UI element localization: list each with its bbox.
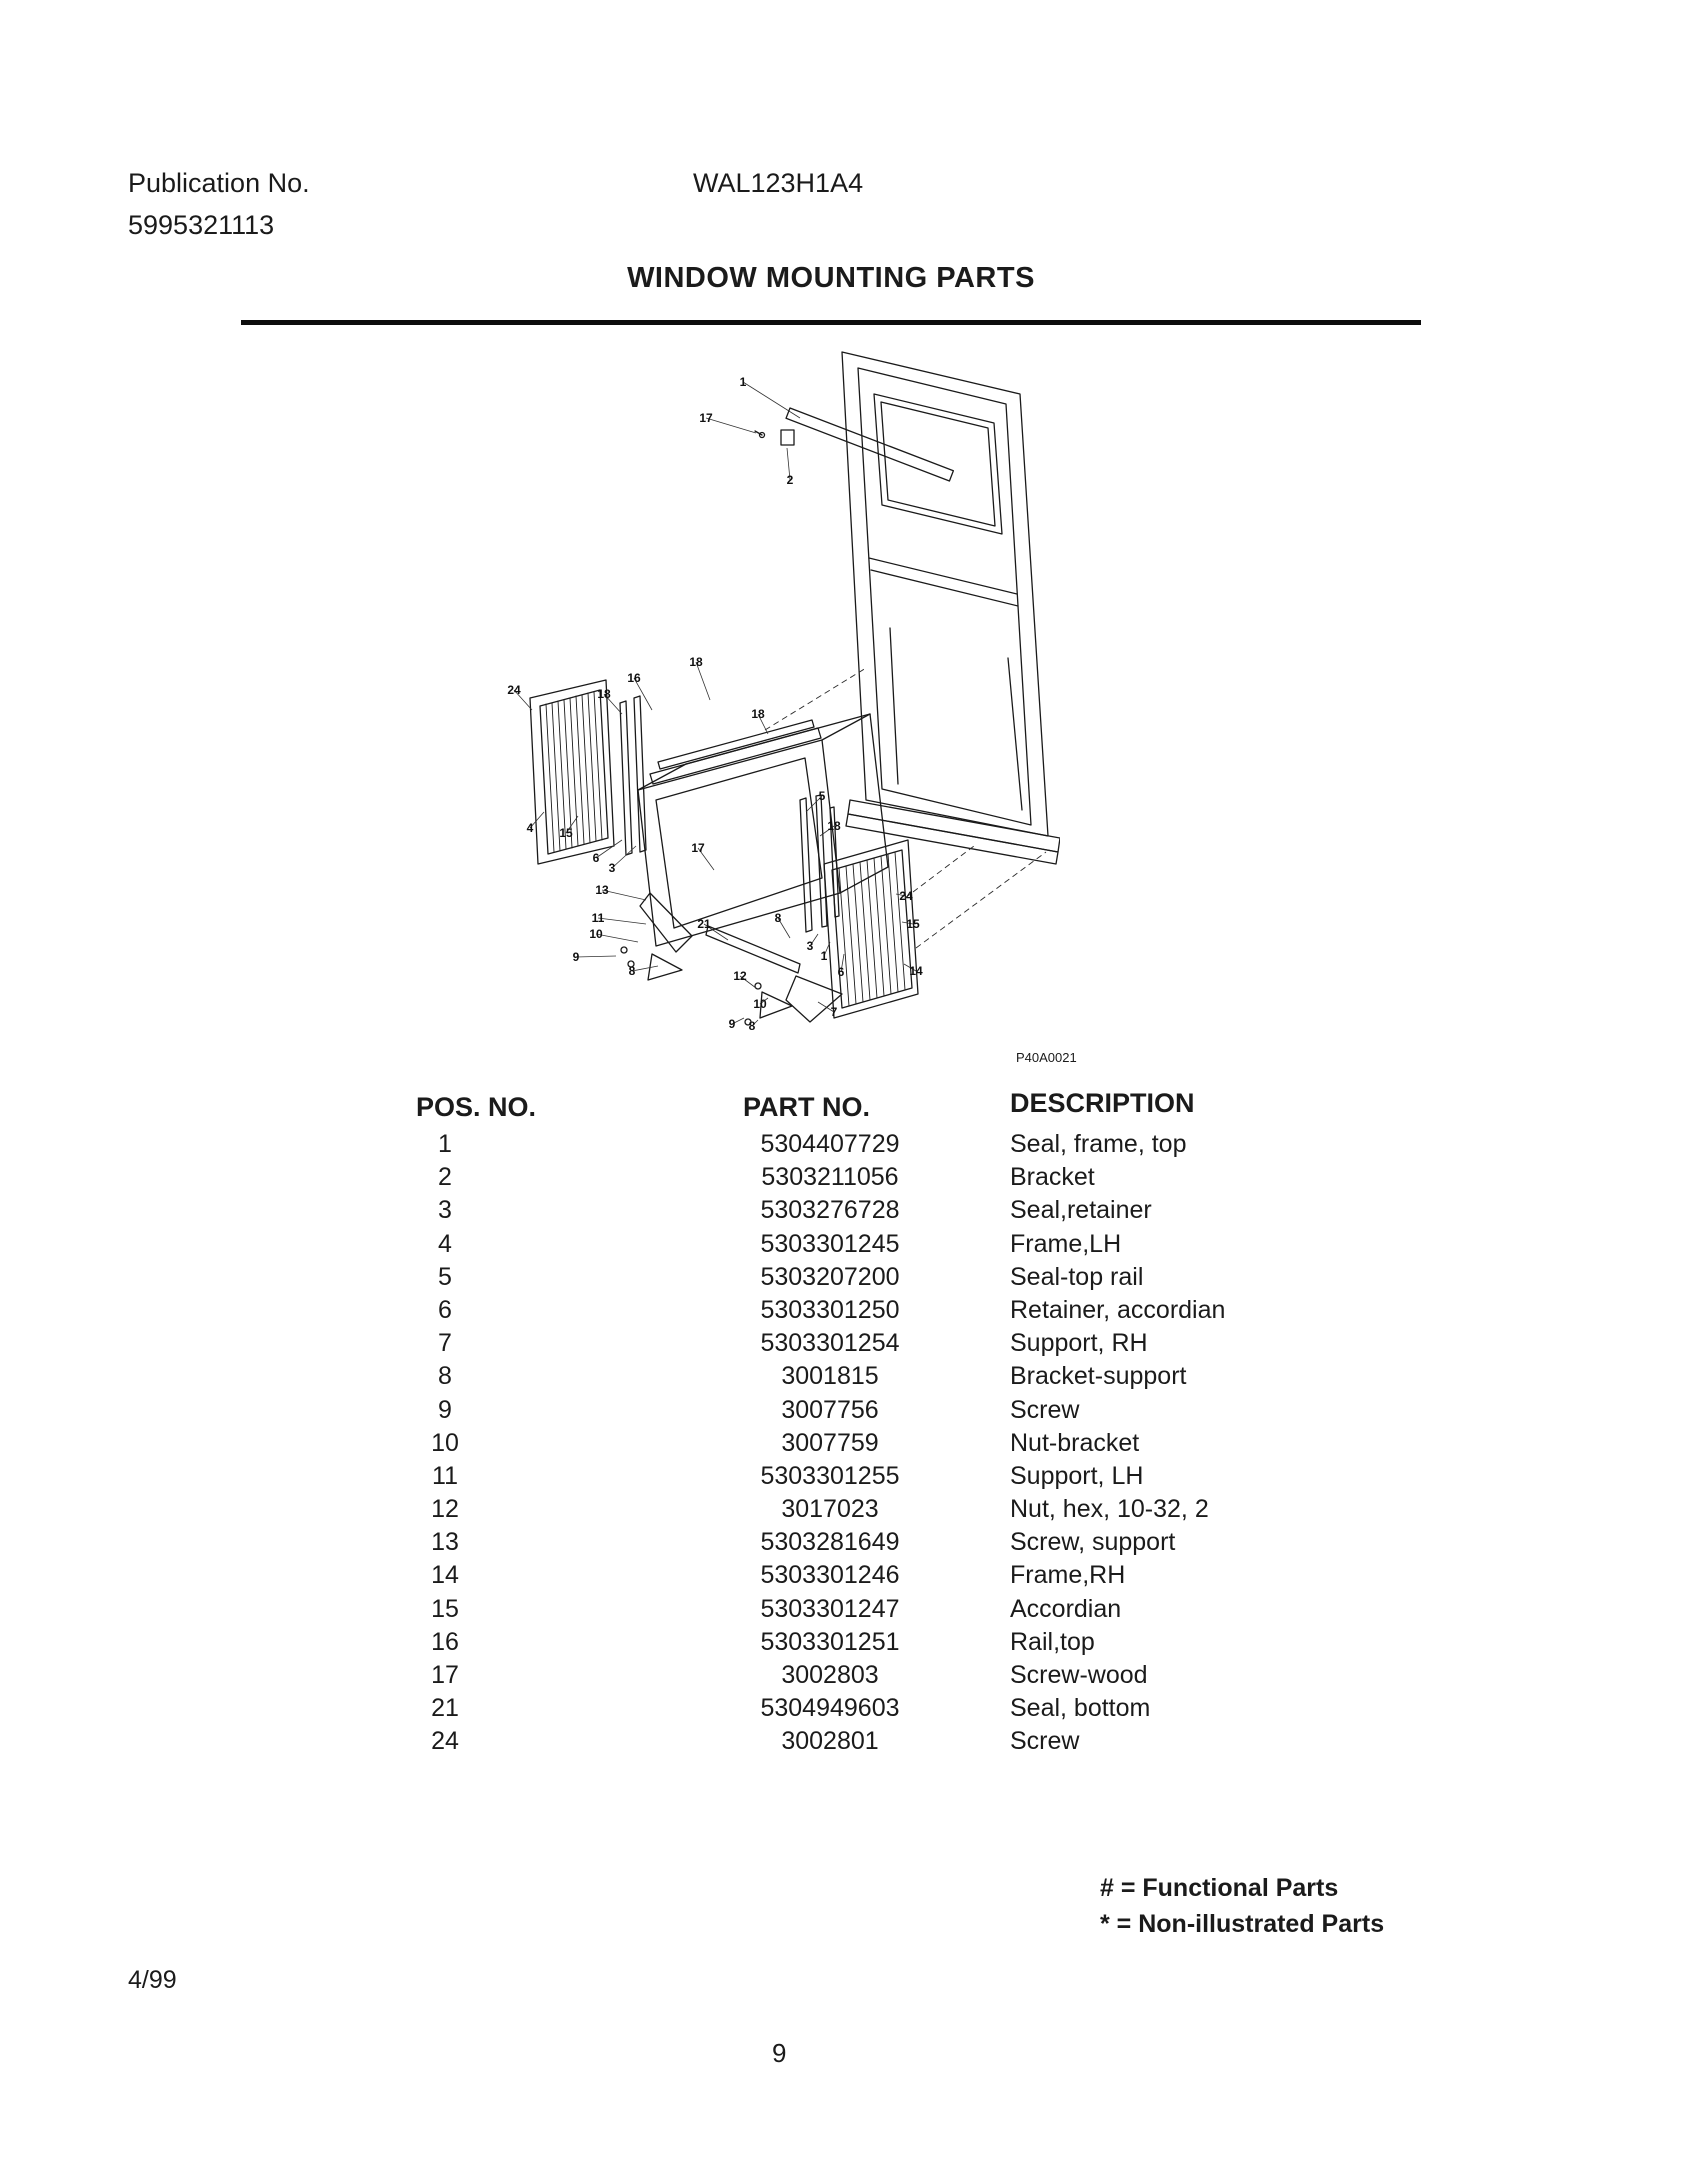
cell-part: 5303301250 — [760, 1295, 900, 1324]
cell-desc: Bracket-support — [1010, 1362, 1187, 1391]
leader-line — [612, 846, 636, 868]
cell-desc: Seal-top rail — [1010, 1262, 1144, 1291]
cell-part: 5303301251 — [760, 1627, 900, 1656]
parts-table-rows — [380, 1128, 1480, 1759]
support-brackets — [621, 893, 842, 1025]
callout-16: 16 — [627, 671, 641, 685]
callout-10: 10 — [753, 997, 767, 1011]
cell-pos: 5 — [438, 1262, 452, 1291]
cell-part: 5303207200 — [760, 1262, 900, 1291]
table-row — [380, 1692, 1480, 1725]
section-title: WINDOW MOUNTING PARTS — [627, 262, 1035, 294]
title-rule — [241, 320, 1421, 325]
callout-17: 17 — [699, 411, 713, 425]
cell-desc: Bracket — [1010, 1163, 1095, 1192]
cell-pos: 10 — [431, 1428, 459, 1457]
cell-pos: 11 — [432, 1461, 458, 1490]
cell-desc: Frame,LH — [1010, 1229, 1122, 1258]
table-row — [380, 1526, 1480, 1559]
cell-pos: 15 — [431, 1594, 459, 1623]
cell-part: 5303301245 — [760, 1229, 900, 1258]
callout-13: 13 — [595, 883, 609, 897]
table-row — [380, 1725, 1480, 1758]
callout-2: 2 — [786, 473, 794, 487]
cell-part: 5303301254 — [760, 1329, 900, 1358]
callout-18: 18 — [689, 655, 703, 669]
cell-pos: 6 — [438, 1295, 452, 1324]
top-seal-strip — [786, 408, 953, 481]
table-row — [380, 1493, 1480, 1526]
callout-8: 8 — [748, 1019, 756, 1033]
cell-pos: 24 — [431, 1727, 459, 1756]
table-row — [380, 1559, 1480, 1592]
callout-1: 1 — [820, 949, 828, 963]
cell-part: 3002801 — [781, 1727, 879, 1756]
cell-desc: Rail,top — [1010, 1627, 1095, 1656]
footnote-non-illustrated: * = Non-illustrated Parts — [1100, 1910, 1385, 1938]
table-row — [380, 1161, 1480, 1194]
cell-part: 3002803 — [781, 1661, 879, 1689]
cell-pos: 21 — [431, 1694, 459, 1723]
callout-21: 21 — [697, 917, 711, 931]
cell-pos: 14 — [431, 1561, 459, 1590]
cell-pos: 12 — [431, 1495, 459, 1524]
cell-desc: Screw — [1010, 1395, 1080, 1424]
cell-desc: Screw, support — [1010, 1528, 1176, 1557]
table-row — [380, 1460, 1480, 1493]
table-row — [380, 1128, 1480, 1161]
callout-9: 9 — [728, 1017, 736, 1031]
cell-part: 5304949603 — [760, 1694, 900, 1723]
cell-desc: Accordian — [1010, 1594, 1122, 1623]
cell-desc: Frame,RH — [1010, 1561, 1126, 1590]
cell-pos: 17 — [431, 1661, 459, 1689]
cell-pos: 2 — [438, 1163, 452, 1192]
cell-pos: 13 — [431, 1528, 459, 1557]
page-number: 9 — [772, 2038, 787, 2068]
model-number: WAL123H1A4 — [693, 168, 864, 198]
table-row — [380, 1261, 1480, 1294]
cell-pos: 16 — [431, 1627, 459, 1656]
diagram-code: P40A0021 — [1016, 1050, 1077, 1065]
cell-part: 5303281649 — [760, 1528, 900, 1557]
callout-1: 1 — [739, 375, 747, 389]
cell-desc: Support, RH — [1010, 1329, 1148, 1358]
table-row — [380, 1194, 1480, 1227]
callout-14: 14 — [909, 964, 923, 978]
leader-line — [632, 966, 658, 971]
window-frame — [842, 352, 1048, 836]
seal-bottom — [706, 926, 800, 973]
seal-strips-right — [800, 795, 839, 932]
callout-18: 18 — [827, 819, 841, 833]
callout-4: 4 — [526, 821, 534, 835]
table-header-pos: POS. NO. — [416, 1092, 537, 1122]
cell-desc: Nut-bracket — [1010, 1428, 1140, 1457]
callout-15: 15 — [559, 826, 573, 840]
table-header-part: PART NO. — [743, 1092, 870, 1122]
callout-6: 6 — [837, 965, 845, 979]
cell-part: 3001815 — [781, 1362, 879, 1391]
cell-pos: 8 — [438, 1362, 452, 1391]
cell-pos: 9 — [438, 1395, 452, 1424]
table-row — [380, 1626, 1480, 1659]
callout-18: 18 — [597, 687, 611, 701]
publication-number: 5995321113 — [128, 210, 275, 240]
table-row — [380, 1593, 1480, 1626]
table-row — [380, 1327, 1480, 1360]
cell-desc: Screw — [1010, 1727, 1080, 1756]
table-row — [380, 1659, 1480, 1692]
footnote-functional: # = Functional Parts — [1100, 1874, 1339, 1902]
cell-part: 5303276728 — [760, 1196, 900, 1225]
cell-desc: Seal,retainer — [1010, 1196, 1152, 1225]
leader-line — [598, 918, 646, 924]
cell-desc: Retainer, accordian — [1010, 1295, 1226, 1324]
table-header-desc: DESCRIPTION — [1010, 1088, 1195, 1118]
cell-part: 5303301246 — [760, 1561, 900, 1590]
callout-5: 5 — [818, 789, 826, 803]
table-row — [380, 1394, 1480, 1427]
date-code: 4/99 — [128, 1966, 177, 1994]
cell-desc: Seal, frame, top — [1010, 1130, 1187, 1158]
callout-6: 6 — [592, 851, 600, 865]
cell-pos: 3 — [438, 1196, 452, 1225]
cell-part: 5303211056 — [761, 1163, 899, 1192]
callout-3: 3 — [806, 939, 814, 953]
cell-desc: Seal, bottom — [1010, 1694, 1151, 1723]
right-accordion-panel — [824, 840, 918, 1018]
cell-part: 3007759 — [781, 1428, 879, 1457]
cell-part: 3007756 — [781, 1395, 879, 1424]
top-bracket — [755, 430, 794, 445]
callout-17: 17 — [691, 841, 705, 855]
window-sill — [846, 800, 1060, 864]
callout-8: 8 — [628, 964, 636, 978]
table-row — [380, 1427, 1480, 1460]
left-accordion-pleats — [546, 692, 602, 852]
callout-12: 12 — [733, 969, 747, 983]
callout-9: 9 — [572, 950, 580, 964]
cell-desc: Nut, hex, 10-32, 2 — [1010, 1495, 1209, 1524]
cell-pos: 4 — [438, 1229, 452, 1258]
table-row — [380, 1228, 1480, 1261]
window-mounting-diagram — [500, 338, 1060, 1078]
leader-line — [576, 956, 616, 957]
table-row — [380, 1360, 1480, 1393]
cell-part: 5304407729 — [760, 1130, 900, 1158]
publication-label: Publication No. — [128, 168, 310, 198]
leader-line — [706, 418, 756, 433]
cell-part: 5303301247 — [760, 1594, 900, 1623]
leader-line — [743, 382, 800, 418]
cell-desc: Screw-wood — [1010, 1661, 1148, 1689]
callout-18: 18 — [751, 707, 765, 721]
cell-pos: 1 — [438, 1130, 452, 1158]
callout-11: 11 — [591, 911, 605, 925]
mounting-frame — [638, 714, 888, 946]
cell-part: 5303301255 — [760, 1461, 900, 1490]
callout-10: 10 — [589, 927, 603, 941]
callout-24: 24 — [899, 889, 913, 903]
callout-3: 3 — [608, 861, 616, 875]
callout-15: 15 — [906, 917, 920, 931]
top-rail-seal — [650, 720, 821, 784]
cell-part: 3017023 — [781, 1495, 879, 1524]
cell-pos: 7 — [438, 1329, 452, 1358]
callout-8: 8 — [774, 911, 782, 925]
cell-desc: Support, LH — [1010, 1461, 1144, 1490]
table-row — [380, 1294, 1480, 1327]
callout-7: 7 — [830, 1005, 838, 1019]
callout-24: 24 — [507, 683, 521, 697]
